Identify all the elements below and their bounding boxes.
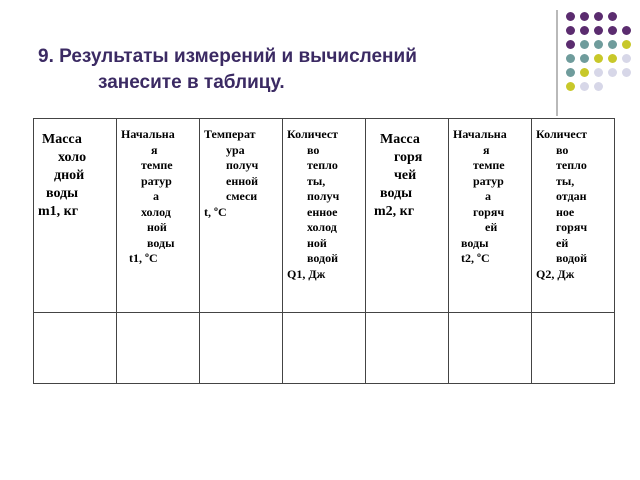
- header-line: t1, ºС: [129, 251, 158, 265]
- header-line: чей: [394, 168, 417, 183]
- decorative-dot: [566, 82, 575, 91]
- header-line: Температ: [204, 127, 256, 141]
- decorative-dot: [594, 26, 603, 35]
- decorative-dot: [580, 82, 589, 91]
- header-line: ты,: [307, 173, 326, 188]
- header-line: ей: [485, 220, 498, 234]
- header-text-q1: [283, 119, 365, 282]
- decorative-dot: [622, 54, 631, 63]
- header-line: Q2, Дж: [536, 266, 575, 281]
- header-line: водой: [307, 251, 339, 265]
- header-line: во: [556, 142, 569, 157]
- header-line: m2, кг: [374, 204, 415, 219]
- header-line: ей: [556, 235, 569, 250]
- measurements-table: [33, 118, 615, 384]
- table-value-row: [34, 313, 615, 384]
- header-line: ной: [307, 235, 327, 250]
- header-line: енной: [226, 173, 259, 188]
- header-line: а: [153, 189, 159, 203]
- header-line: Q1, Дж: [287, 266, 326, 281]
- header-line: получ: [307, 189, 340, 203]
- decorative-dot: [594, 40, 603, 49]
- header-cell-m2: [366, 119, 449, 313]
- header-line: m1, кг: [38, 204, 79, 219]
- decorative-dot: [594, 82, 603, 91]
- value-cell-m1[interactable]: [34, 313, 117, 384]
- header-cell-t1: [117, 119, 200, 313]
- header-text-m2: [366, 119, 448, 221]
- header-line: горя: [394, 150, 423, 165]
- header-text-m1: [34, 119, 116, 221]
- header-line: дной: [54, 168, 85, 183]
- header-line: ты,: [556, 173, 575, 188]
- value-cell-t[interactable]: [200, 313, 283, 384]
- header-line: смеси: [226, 189, 258, 203]
- header-line: горяч: [556, 220, 588, 234]
- header-line: тепло: [307, 158, 338, 172]
- decorative-dot: [566, 26, 575, 35]
- header-text-q2: [532, 119, 614, 282]
- value-cell-t2[interactable]: [449, 313, 532, 384]
- decorative-dot: [580, 40, 589, 49]
- decorative-dot: [566, 54, 575, 63]
- header-line: ной: [147, 220, 167, 234]
- header-line: получ: [226, 158, 259, 172]
- header-line: Начальна: [121, 127, 175, 141]
- header-line: Масса: [380, 132, 420, 147]
- header-line: а: [485, 189, 491, 203]
- decorative-dot: [580, 26, 589, 35]
- decorative-dot: [622, 26, 631, 35]
- value-cell-q1[interactable]: [283, 313, 366, 384]
- decorative-dot: [608, 26, 617, 35]
- decorative-divider: [556, 10, 558, 116]
- header-line: тепло: [556, 158, 587, 172]
- table-header-row: [34, 119, 615, 313]
- header-line: холод: [141, 204, 171, 219]
- header-line: ратур: [141, 173, 172, 188]
- header-cell-t2: [449, 119, 532, 313]
- header-text-t2: [449, 119, 531, 267]
- header-line: холо: [58, 150, 87, 165]
- header-line: Количест: [536, 127, 588, 141]
- title-line-2: занесите в таблицу.: [98, 72, 285, 93]
- header-line: Начальна: [453, 127, 507, 141]
- decorative-dot: [608, 68, 617, 77]
- value-cell-q2[interactable]: [532, 313, 615, 384]
- header-line: отдан: [556, 189, 587, 203]
- value-cell-t1[interactable]: [117, 313, 200, 384]
- value-cell-m2[interactable]: [366, 313, 449, 384]
- header-line: водой: [556, 251, 588, 265]
- decorative-dot: [622, 68, 631, 77]
- decorative-dot: [566, 68, 575, 77]
- decorative-dot: [594, 68, 603, 77]
- decorative-dot: [608, 40, 617, 49]
- decorative-dot: [594, 54, 603, 63]
- header-line: темпе: [141, 158, 173, 172]
- header-cell-t: [200, 119, 283, 313]
- decorative-dot: [580, 12, 589, 21]
- header-line: я: [151, 142, 158, 157]
- header-line: t, ºС: [204, 204, 227, 219]
- header-line: горяч: [473, 204, 505, 219]
- header-line: я: [483, 142, 490, 157]
- slide-title: [38, 44, 558, 96]
- header-line: Количест: [287, 127, 339, 141]
- header-text-t1: [117, 119, 199, 267]
- header-cell-m1: [34, 119, 117, 313]
- header-line: воды: [147, 235, 175, 250]
- decorative-dot: [580, 68, 589, 77]
- header-line: воды: [380, 186, 413, 201]
- decorative-dot: [594, 12, 603, 21]
- decorative-dot: [608, 12, 617, 21]
- decorative-dot: [580, 54, 589, 63]
- header-line: Масса: [42, 132, 82, 147]
- header-cell-q1: [283, 119, 366, 313]
- header-line: t2, ºС: [461, 251, 490, 265]
- decorative-dot: [622, 40, 631, 49]
- header-line: холод: [307, 220, 337, 234]
- header-cell-q2: [532, 119, 615, 313]
- header-line: ура: [226, 142, 245, 157]
- decorative-dot: [608, 54, 617, 63]
- header-line: ратур: [473, 173, 504, 188]
- header-line: во: [307, 142, 320, 157]
- header-text-t: [200, 119, 282, 220]
- decorative-dot: [566, 12, 575, 21]
- header-line: ное: [556, 204, 575, 219]
- header-line: енное: [307, 204, 338, 219]
- decorative-dot: [566, 40, 575, 49]
- header-line: темпе: [473, 158, 505, 172]
- title-line-1: 9. Результаты измерений и вычислений: [38, 46, 417, 67]
- header-line: воды: [46, 186, 79, 201]
- header-line: воды: [461, 235, 489, 250]
